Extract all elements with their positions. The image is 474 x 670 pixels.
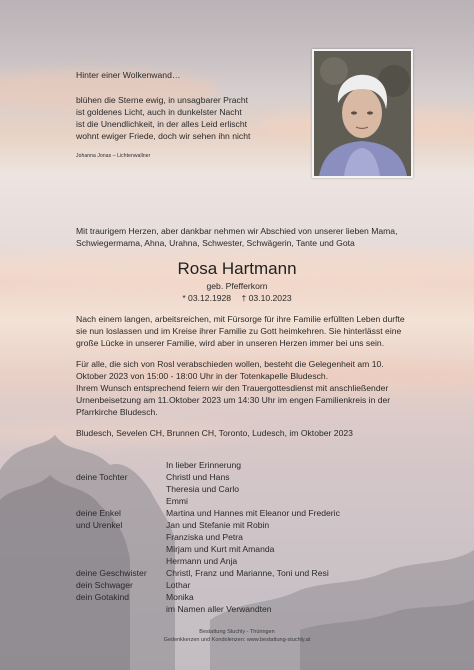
- mourner-relation: deine Enkel: [76, 508, 121, 518]
- mourner-names: Christl, Franz und Marianne, Toni und Resi: [166, 568, 329, 578]
- condolence-link[interactable]: Gedenkkerzen und Kondolenzen: www.bestattung-stuchly.at: [163, 637, 311, 643]
- mourner-row: [76, 555, 416, 567]
- mourner-row: [76, 567, 416, 579]
- mourner-relation: [76, 603, 166, 615]
- mourner-names: Emmi: [166, 496, 188, 506]
- funeral-text: Ihrem Wunsch entsprechend feiern wir den Trauergottesdienst mit anschließender Urnenbeisetzung am 11.Oktober 2023 um 14:30 Uhr im engen Familienkreis in der Pfarrkirche Bludesch.: [76, 383, 391, 417]
- life-paragraph: [76, 313, 406, 349]
- deceased-name: Rosa Hartmann: [177, 259, 297, 278]
- poem-author: Johanna Jonas – Lichtenwallner: [76, 153, 151, 159]
- mourner-relation: deine Tochter: [76, 472, 128, 482]
- poem-line: ist goldenes Licht, auch in dunkelster Nacht: [76, 107, 242, 117]
- birth-name: geb. Pfefferkorn: [206, 281, 268, 291]
- mourner-row: [76, 507, 416, 519]
- mourner-row: [76, 519, 416, 531]
- footer: [0, 628, 474, 644]
- mourner-relation: [76, 531, 166, 543]
- mourner-names: In lieber Erinnerung: [166, 460, 242, 470]
- mourner-names: Hermann und Anja: [166, 556, 238, 566]
- mourner-row: [76, 483, 416, 495]
- mourner-row: [76, 471, 416, 483]
- portrait-illustration: [314, 51, 411, 176]
- mourner-relation: [76, 555, 166, 567]
- poem-line: blühen die Sterne ewig, in unsagbarer Pracht: [76, 95, 248, 105]
- poem-line: ist die Unendlichkeit, in der alles Leid erlischt: [76, 119, 248, 129]
- mourner-relation: dein Gotakind: [76, 592, 130, 602]
- mourner-row: [76, 591, 416, 603]
- poem: [76, 69, 286, 162]
- mourner-row: [76, 603, 416, 615]
- mourner-relation: deine Geschwister: [76, 568, 147, 578]
- mourner-names: Christl und Hans: [166, 472, 230, 482]
- mourner-row: [76, 459, 416, 471]
- viewing-text: Für alle, die sich von Rosl verabschieden wollen, besteht die Gelegenheit am 10. Oktober 2023 von 15:00 - 18:00 Uhr in der Totenkapelle Bludesch.: [76, 359, 384, 381]
- mourner-row: [76, 495, 416, 507]
- mourner-relation: [76, 483, 166, 495]
- service-paragraph: [76, 358, 406, 418]
- mourner-names: Lothar: [166, 580, 191, 590]
- mourner-names: Theresia und Carlo: [166, 484, 240, 494]
- mourners-list: [76, 459, 416, 615]
- mourner-names: Jan und Stefanie mit Robin: [166, 520, 270, 530]
- intro-text: Mit traurigem Herzen, aber dankbar nehmen wir Abschied von unserer lieben Mama, Schwiegermama, Ahna, Urahna, Schwester, Schwägerin, Tante und Gota: [76, 226, 398, 248]
- mourner-names: Mirjam und Kurt mit Amanda: [166, 544, 275, 554]
- life-text: Nach einem langen, arbeitsreichen, mit Fürsorge für ihre Familie erfüllten Leben durfte sie nun loslassen und im Kreise ihrer Familie zu Gott heimkehren. Sie hinterlässt eine große Lücke in unserer Familie, wird aber in unseren Herzen immer bei uns sein.: [76, 314, 405, 348]
- place-date: Bludesch, Sevelen CH, Brunnen CH, Toronto, Ludesch, im Oktober 2023: [76, 428, 353, 438]
- mourner-names: Monika: [166, 592, 194, 602]
- mourner-names: im Namen aller Verwandten: [166, 604, 272, 614]
- birth-date: * 03.12.1928: [182, 293, 232, 303]
- mourner-row: [76, 579, 416, 591]
- death-date: † 03.10.2023: [241, 293, 292, 303]
- mourner-relation: dein Schwager: [76, 580, 133, 590]
- poem-line: wohnt ewiger Friede, doch wir sehen ihn nicht: [76, 131, 251, 141]
- funeral-home: Bestattung Stuchly - Thüringen: [199, 629, 275, 635]
- mourner-relation: [76, 459, 166, 471]
- life-dates: [0, 292, 474, 304]
- mourner-relation: [76, 495, 166, 507]
- mourner-names: Franziska und Petra: [166, 532, 243, 542]
- mourner-relation: [76, 543, 166, 555]
- mourner-names: Martina und Hannes mit Eleanor und Frederic: [166, 508, 340, 518]
- mourner-relation: und Urenkel: [76, 520, 123, 530]
- portrait-photo: [312, 49, 413, 178]
- poem-title: Hinter einer Wolkenwand…: [76, 70, 181, 80]
- mourner-row: [76, 531, 416, 543]
- mourner-row: [76, 543, 416, 555]
